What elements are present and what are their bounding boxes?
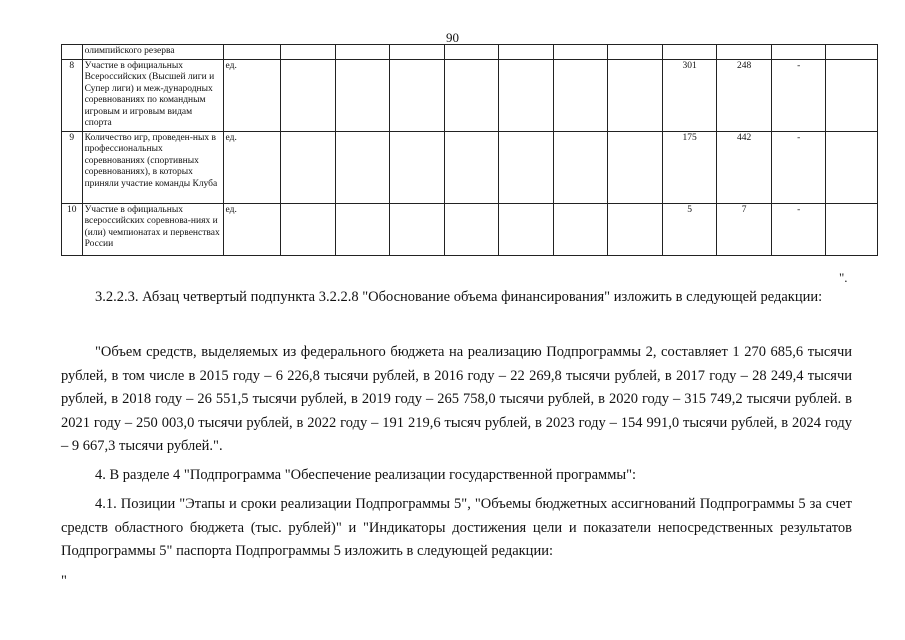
value-cell — [662, 45, 717, 60]
empty-value-cell — [553, 131, 608, 203]
value-cell: 248 — [717, 59, 772, 131]
table-row — [62, 45, 878, 60]
table-row — [62, 131, 878, 203]
indicator-name-cell: Участие в официальных Всероссийских (Высшей лиги и Супер лиги) и меж-дународных соревнованиях по командным игровым и игровым видам спорта — [82, 59, 223, 131]
value-cell: - — [771, 203, 826, 255]
indicator-name-cell: Участие в официальных всероссийских соревнова-ниях и (или) чемпионатах и первенствах России — [82, 203, 223, 255]
page-number: 90 — [446, 30, 459, 45]
empty-value-cell — [553, 59, 608, 131]
unit-cell — [223, 45, 281, 60]
empty-value-cell — [335, 45, 390, 60]
empty-value-cell — [499, 131, 554, 203]
unit-cell: ед. — [223, 203, 281, 255]
table-closing-quote: ". — [839, 270, 848, 285]
value-cell — [717, 45, 772, 60]
empty-value-cell — [826, 131, 878, 203]
empty-value-cell — [335, 59, 390, 131]
value-cell: 442 — [717, 131, 772, 203]
unit-cell: ед. — [223, 59, 281, 131]
empty-value-cell — [608, 59, 663, 131]
empty-value-cell — [608, 203, 663, 255]
indicators-table — [61, 44, 878, 256]
value-cell: - — [771, 131, 826, 203]
empty-value-cell — [390, 203, 445, 255]
opening-quote: " — [61, 573, 67, 589]
empty-value-cell — [281, 45, 336, 60]
empty-value-cell — [281, 203, 336, 255]
empty-value-cell — [444, 203, 499, 255]
empty-value-cell — [553, 203, 608, 255]
empty-value-cell — [499, 59, 554, 131]
value-cell — [771, 45, 826, 60]
empty-value-cell — [444, 131, 499, 203]
row-number-cell: 9 — [62, 131, 83, 203]
empty-value-cell — [499, 203, 554, 255]
row-number-cell: 8 — [62, 59, 83, 131]
empty-value-cell — [553, 45, 608, 60]
row-number-cell: 10 — [62, 203, 83, 255]
unit-cell: ед. — [223, 131, 281, 203]
value-cell: 5 — [662, 203, 717, 255]
empty-value-cell — [608, 131, 663, 203]
empty-value-cell — [444, 45, 499, 60]
paragraph-3-2-2-3: 3.2.2.3. Абзац четвертый подпункта 3.2.2.8 "Обоснование объема финансирования" изложить в следующей редакции: — [95, 289, 823, 305]
empty-value-cell — [281, 59, 336, 131]
empty-value-cell — [281, 131, 336, 203]
value-cell: 301 — [662, 59, 717, 131]
empty-value-cell — [335, 203, 390, 255]
empty-value-cell — [444, 59, 499, 131]
paragraph-4-1: 4.1. Позиции "Этапы и сроки реализации Подпрограммы 5", "Объемы бюджетных ассигнований Подпрограммы 5 за счет средств областного бюджета (тыс. рублей)" и "Индикаторы достижения цели и показатели непосредственных результатов Подпрограммы 5" паспорта Подпрограммы 5 изложить в следующей редакции: — [61, 496, 852, 559]
empty-value-cell — [335, 131, 390, 203]
paragraph-section-4: 4. В разделе 4 "Подпрограмма "Обеспечение реализации государственной программы": — [95, 467, 637, 483]
value-cell: 175 — [662, 131, 717, 203]
empty-value-cell — [826, 203, 878, 255]
indicator-name-cell: Количество игр, проведен-ных в профессиональных соревнованиях (спортивных соревнованиях), в которых приняли участие команды Клуба — [82, 131, 223, 203]
table-row — [62, 203, 878, 255]
row-number-cell — [62, 45, 83, 60]
empty-value-cell — [826, 59, 878, 131]
empty-value-cell — [390, 45, 445, 60]
table-row — [62, 59, 878, 131]
paragraph-financing-volume: "Объем средств, выделяемых из федерального бюджета на реализацию Подпрограммы 2, составляет 1 270 685,6 тысячи рублей, в том числе в 2015 году – 6 226,8 тысячи рублей, в 2016 году – 22 269,8 тысячи рублей, в 2017 году – 28 249,4 тысячи рублей, в 2018 году – 26 551,5 тысячи рублей, в 2019 году – 265 758,0 тысячи рублей, в 2020 году – 315 749,2 тысячи рублей. в 2021 году – 250 003,0 тысячи рублей, в 2022 году – 191 219,6 тысяч рублей, в 2023 году – 154 991,0 тысячи рублей, в 2024 году – 9 667,3 тысячи рублей.". — [61, 344, 852, 454]
value-cell: - — [771, 59, 826, 131]
empty-value-cell — [499, 45, 554, 60]
empty-value-cell — [826, 45, 878, 60]
indicator-name-cell: олимпийского резерва — [82, 45, 223, 60]
empty-value-cell — [390, 131, 445, 203]
value-cell: 7 — [717, 203, 772, 255]
empty-value-cell — [390, 59, 445, 131]
empty-value-cell — [608, 45, 663, 60]
